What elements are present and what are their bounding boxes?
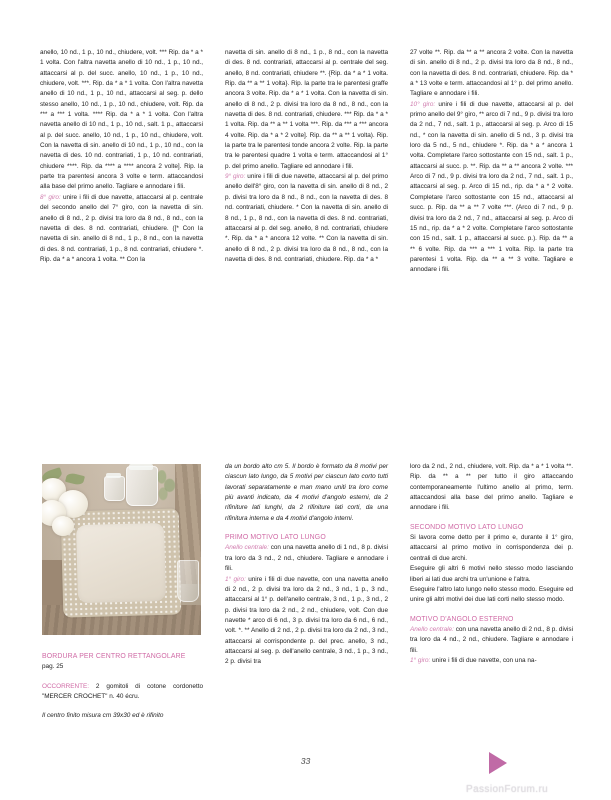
giro-label: 8° giro:	[40, 193, 61, 201]
paragraph: navetta di sin. anello di 8 nd., 1 p., 8 nd., con la navetta di des. 8 nd. contrariati, attaccarsi al p. centrale del seg. anello, 8 nd. contrariati, chiudere **. {Rip. da * a * 1 volta. Rip. da ** a ** 1 volta}. Rip. la parte tra le parentesi graffe ancora 3 volte. Rip. da * a * 1 volta. Con la navetta di sin. anello di 8 nd., 2 p. divisi tra loro da 8 nd., 8 nd., con la navetta di des. 8 nd. contrariati, chiudere. *** Rip. da * a * 1 volta. Rip. da ** a ** 1 volta ***. Rip. da *** a *** ancora 4 volte. Rip. da * a * 2 volte]. Rip. da ** a ** 1 volta). Rip. la parte tra le parentesi tonde ancora 2 volte. Rip. la parte tra le parentesi quadre 1 volta e term. attaccandosi al 1° p. del primo anello. Tagliare ed annodare i fili.	[225, 49, 388, 170]
spacer	[42, 702, 203, 711]
anello-centrale-label: Anello centrale:	[410, 625, 454, 633]
spacer	[42, 673, 203, 682]
giro-label: 1° giro:	[410, 656, 431, 664]
materials-label: OCCORRENTE:	[42, 682, 90, 690]
giro-text: unire i fili di due navette, attaccarsi al p. del primo anello dell'8° giro, con la navetta di sin. anello di 8 nd., 2 p. divisi tra loro da 8 nd., 8 nd., con la navetta di des. 8 nd. contrariati, chiudere. * Con la navetta di sin. anello di 8 nd., 1 p., 8 nd., con la navetta di des. 8 nd. contrariati, attaccarsi al p. del seg. anello, 8 nd. contrariati, chiudere *. Rip. da * a * ancora 12 volte. ** Con la navetta di sin. anello di 8 nd., 2 p. divisi tra loro da 8 nd., 8 nd., con la navetta di des. 8 nd. contrariati, chiudere. Rip. da * a *	[225, 173, 388, 263]
paragraph: Eseguire gli altri 6 motivi nello stesso modo lasciando liberi ai lati due archi tra un'unione e l'altra.	[410, 565, 573, 583]
next-page-arrow-icon	[489, 752, 507, 774]
anello-centrale-label: Anello centrale:	[225, 544, 269, 552]
anello-centrale-paragraph	[225, 543, 388, 574]
section-heading-motivo-angolo-esterno: MOTIVO D'ANGOLO ESTERNO	[410, 615, 514, 623]
paragraph-giro-9	[225, 172, 388, 265]
watermark: PassionForum.ru	[466, 784, 549, 795]
bottom-column-1-spacer	[40, 462, 203, 668]
paragraph-giro-10	[410, 100, 573, 276]
section-heading-primo-motivo: PRIMO MOTIVO LATO LUNGO	[225, 534, 326, 542]
paragraph: anello, 10 nd., 1 p., 10 nd., chiudere, volt. *** Rip. da * a * 1 volta. Con l'altra navetta anello di 10 nd., 1 p., 10 nd., attaccarsi al p. del succ. anello, 10 nd., 1 p., 10 nd., chiudere, volt. ***. Rip. da * a * 1 volta. Con l'altra navetta anello di 10 nd., 1 p., 10 nd., attaccarsi al seg. p. dello stesso anello, 10 nd., 1 p., 10 nd., chiudere, volt. Rip. da *** a *** 1 volta. **** Rip. da * a * 1 volta. Con l'altra navetta anello di 10 nd., 1 p., 10 nd., salt. 1 p., attaccarsi al p. del succ. anello, 10 nd., 1 p., 10 nd., chiudere, volt. Con la navetta di sin. anello di 10 nd., 1 p., 10 nd., con la navetta di des. 10 nd. contrariati, 1 p., 10 nd. contrariati, chiudere ****. Rip. da **** a **** ancora 2 volte]. Rip. la parte tra parentesi ancora 3 volte e term. attaccandosi alla base del primo anello. Tagliare e annodare i fili.	[40, 49, 203, 191]
giro-text: unire i fili di due navette, con una navetta anello di 2 nd., 2 p. divisi tra loro da 2 nd., 3 nd., 1 p., 3 nd., attaccarsi al 1° p. dell'anello centrale, 3 nd., 1 p., 3 nd., 2 p. divisi tra loro da 2 nd., 2 nd., chiudere, volt. Con due navette * arco di 6 nd., 3 p. divisi tra loro da 6 nd., 6 nd., volt. *. ** Anello di 2 nd., 2 p. divisi tra loro da 2 nd., 3 nd., attaccarsi al corrispondente p. del prec. anello, 3 nd., attaccarsi al seg. p. dell'anello centrale, 3 nd., 1 p., 3 nd., 2 p. divisi tra	[225, 575, 388, 666]
page-reference: pag. 25	[42, 663, 64, 671]
top-column-3	[410, 48, 573, 276]
materials-paragraph	[42, 682, 203, 703]
giro-text: unire i fili di due navette, attaccarsi al p. centrale del secondo anello del 7° giro, con la navetta di sin. anello di 8 nd., 2 p. divisi tra loro da 8 nd., 8 nd., con la navetta di des. 8 nd. contrariati, chiudere. ([* Con la navetta di sin. anello di 8 nd., 1 p., 8 nd., con la navetta di des. 8 nd. contrariati, 1 p., 8 nd. contrariati, chiudere *. Rip. da * a * ancora 1 volta. ** Con la	[40, 193, 203, 263]
giro-label: 1° giro:	[225, 575, 246, 583]
intro-paragraph: Il centro finito misura cm 39x30 ed è rifinito	[42, 712, 164, 720]
materials-text: 2 gomitoli di cotone cordonetto "MERCER CROCHET" n. 40 écru.	[42, 682, 203, 701]
giro-label: 10° giro:	[410, 100, 436, 108]
top-column-1	[40, 48, 203, 276]
giro-text: unire i fili di due navette, attaccarsi al p. del primo anello del 9° giro, ** arco di 7 nd., 9 p. divisi tra loro da 2 nd., 7 nd., salt. 1 p., attaccarsi al seg. p. Arco di 15 nd., * con la navetta di sin. anello di 5 nd., 3 p. divisi tra loro da 5 nd., 5 nd., chiudere *. Rip. da * a * ancora 1 volta. Completare l'arco sottostante con 15 nd., salt. 1 p., attaccarsi al succ. p. **. Rip. da ** a ** ancora 2 volte. *** Arco di 7 nd., 9 p. divisi tra loro da 2 nd., 7 nd., salt. 1 p., attaccarsi al seg. p. Arco di 15 nd., rip. da * a * 2 volte. Completare l'arco sottostante con 15 nd., attaccarsi al succ. p. Rip. da ** a ** 7 volte ***. (Arco di 7 nd., 9 p. divisi tra loro da 2 nd., 7 nd., attaccarsi al seg. p. Arco di 15 nd., rip. da * a * 2 volte. Completare l'arco sottostante con 15 nd., salt. 1 p., attaccarsi al succ. p.). Rip. da ** a ** 6 volte. Rip. da *** a *** 1 volta. Rip. la parte tra parentesi 1 volta. Rip. da ** a ** 3 volte. Tagliare e annodare i fili.	[410, 100, 573, 274]
giro-1-paragraph	[225, 575, 388, 668]
bottom-column-3	[410, 462, 573, 668]
intro-continuation: da un bordo alto cm 5. Il bordo è formato da 8 motivi per ciascun lato lungo, da 5 motivi per ciascun lato corto tutti lavorati separatamente e man mano uniti tra loro come più avanti indicato, da 4 motivi d'angolo esterni, da 2 rifiniture lati lunghi, da 2 rifiniture lati corti, da una rifinitura interna e da 4 motivi d'angolo interni.	[225, 463, 388, 522]
bottom-columns	[40, 462, 573, 668]
pattern-title: BORDURA PER CENTRO RETTANGOLARE	[42, 653, 186, 660]
paragraph: 27 volte **. Rip. da ** a ** ancora 2 volte. Con la navetta di sin. anello di 8 nd., 2 p. divisi tra loro da 8 nd., 8 nd., con la navetta di des. 8 nd. contrariati, chiudere. Rip. da * a * 13 volte e term. attaccandosi al 1° p. del primo anello. Tagliare e annodare i fili.	[410, 49, 573, 98]
giro-1-paragraph	[410, 656, 573, 666]
giro-text: unire i fili di due navette, con una na-	[430, 656, 537, 664]
paragraph: Si lavora come detto per il primo e, durante il 1° giro, attaccarsi al primo motivo in corrispondenza dei p. centrali di due archi.	[410, 534, 573, 562]
paragraph-giro-8	[40, 193, 203, 265]
bottom-column-2	[225, 462, 388, 668]
page-number: 33	[300, 756, 311, 766]
paragraph: Eseguire l'altro lato lungo nello stesso modo. Eseguire ed unire gli altri motivi dei due lati corti nello stesso modo.	[410, 585, 573, 604]
anello-centrale-paragraph	[410, 625, 573, 656]
giro-label: 9° giro:	[225, 173, 246, 181]
top-column-2	[225, 48, 388, 276]
section-heading-secondo-motivo: SECONDO MOTIVO LATO LUNGO	[410, 523, 524, 531]
top-columns	[40, 48, 573, 276]
paragraph: loro da 2 nd., 2 nd., chiudere, volt. Rip. da * a * 1 volta **. Rip. da ** a ** per tutto il giro attaccando contemporaneamente l'ultimo anello al primo, term. attaccandosi alla base del primo anello. Tagliare e annodare i fili.	[410, 463, 573, 512]
anello-centrale-text: con una navetta anello di 2 nd., 8 p. divisi tra loro da 4 nd., 2 nd., chiudere. Tagliare e annodare i fili.	[410, 625, 573, 654]
anello-centrale-text: con una navetta anello di 1 nd., 8 p. divisi tra loro da 3 nd., 2 nd., chiudere. Tagliare e annodare i fili.	[225, 544, 388, 573]
